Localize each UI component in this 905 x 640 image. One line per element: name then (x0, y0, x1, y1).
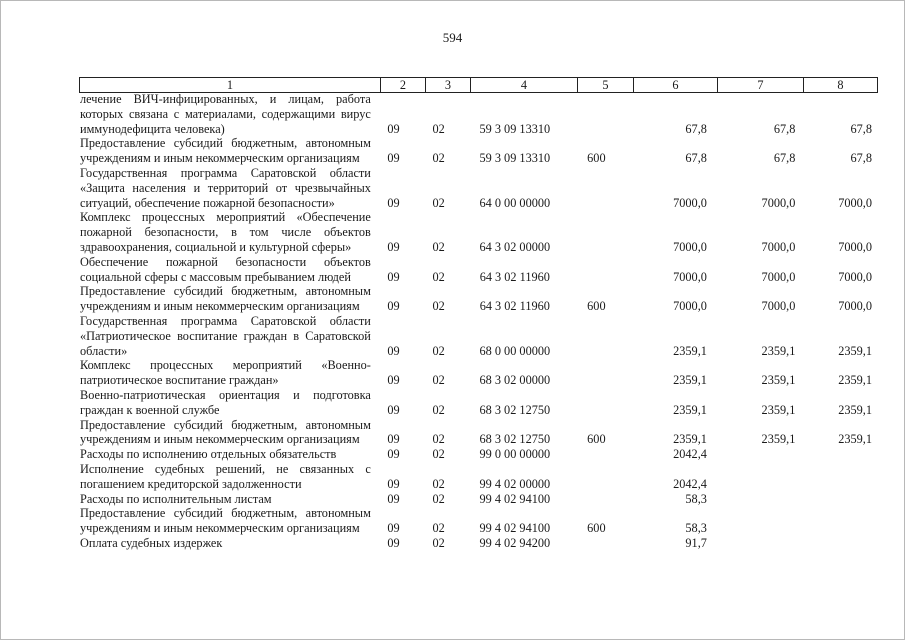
row-value-2: 7000,0 (761, 195, 796, 210)
row-subsection: 02 (432, 521, 445, 536)
row-section: 09 (387, 151, 400, 166)
row-target-code: 68 0 00 00000 (479, 343, 551, 358)
row-section: 09 (387, 447, 400, 462)
header-col-8: 8 (803, 78, 877, 92)
row-name: Государственная программа Саратовской области «Патриотическое воспитание граждан в Саратовской области» (80, 313, 371, 358)
row-value-1: 2359,1 (673, 373, 707, 388)
row-name: Предоставление субсидий бюджетным, автономным учреждениям и иным некоммерческим организациям (80, 284, 371, 314)
row-value-1: 2359,1 (673, 402, 707, 417)
row-value-1: 67,8 (685, 151, 707, 166)
row-value-3: 2359,1 (838, 432, 873, 447)
row-section: 09 (387, 299, 400, 314)
row-section: 09 (387, 195, 400, 210)
table-row (80, 358, 876, 388)
row-target-code: 59 3 09 13310 (479, 121, 551, 136)
row-section: 09 (387, 521, 400, 536)
row-section: 09 (387, 343, 400, 358)
row-section: 09 (387, 402, 400, 417)
row-value-1: 7000,0 (673, 195, 707, 210)
row-value-1: 7000,0 (673, 239, 707, 254)
page-number: 594 (442, 30, 463, 45)
row-value-3: 7000,0 (838, 299, 873, 314)
row-name: Исполнение судебных решений, не связанных с погашением кредиторской задолженности (80, 461, 371, 491)
row-subsection: 02 (432, 151, 445, 166)
row-subsection: 02 (432, 535, 445, 550)
row-value-3: 7000,0 (838, 269, 873, 284)
table-row (80, 284, 876, 314)
row-section: 09 (387, 491, 400, 506)
row-name: Предоставление субсидий бюджетным, автономным учреждениям и иным некоммерческим организациям (80, 136, 371, 166)
row-name: Комплекс процессных мероприятий «Обеспечение пожарной безопасности, в том числе объектов здравоохранения, социальной и культурной сферы» (80, 210, 371, 254)
row-name: Предоставление субсидий бюджетным, автономным учреждениям и иным некоммерческим организациям (80, 417, 371, 447)
row-value-3: 2359,1 (838, 343, 873, 358)
row-name: Расходы по исполнению отдельных обязательств (80, 447, 337, 462)
row-value-2: 67,8 (773, 121, 796, 136)
row-subsection: 02 (432, 121, 445, 136)
table-row (80, 255, 876, 285)
row-value-1: 58,3 (685, 491, 707, 506)
row-value-3: 2359,1 (838, 373, 873, 388)
row-expense-type: 600 (587, 432, 606, 447)
row-section: 09 (387, 373, 400, 388)
row-expense-type: 600 (587, 521, 606, 536)
row-name: Предоставление субсидий бюджетным, автономным учреждениям и иным некоммерческим организациям (80, 506, 371, 536)
header-col-7: 7 (717, 78, 803, 92)
row-value-2: 67,8 (773, 151, 796, 166)
header-col-6: 6 (633, 78, 717, 92)
row-subsection: 02 (432, 491, 445, 506)
row-section: 09 (387, 476, 400, 491)
table-row (80, 447, 876, 462)
table-row (80, 418, 876, 448)
row-name: лечение ВИЧ-инфицированных, и лицам, работа которых связана с материалами, содержащими вирус иммунодефицита человека) (80, 92, 371, 136)
row-name: Военно-патриотическая ориентация и подготовка граждан к военной службе (80, 387, 371, 417)
row-target-code: 99 4 02 00000 (479, 476, 551, 491)
row-value-2: 2359,1 (761, 432, 796, 447)
row-value-2: 2359,1 (761, 343, 796, 358)
row-value-1: 2359,1 (673, 343, 707, 358)
table-row (80, 314, 876, 358)
table-body (80, 92, 876, 551)
row-value-2: 7000,0 (761, 269, 796, 284)
row-subsection: 02 (432, 402, 445, 417)
row-subsection: 02 (432, 195, 445, 210)
row-target-code: 99 4 02 94200 (479, 535, 551, 550)
row-name: Оплата судебных издержек (80, 535, 223, 550)
row-subsection: 02 (432, 269, 445, 284)
row-name: Расходы по исполнительным листам (80, 491, 272, 506)
table-row (80, 210, 876, 254)
header-col-2: 2 (380, 78, 425, 92)
row-target-code: 68 3 02 12750 (479, 402, 551, 417)
row-section: 09 (387, 432, 400, 447)
row-value-1: 2042,4 (673, 476, 707, 491)
row-name: Обеспечение пожарной безопасности объектов социальной сферы с массовым пребыванием людей (80, 254, 371, 284)
row-value-2: 2359,1 (761, 373, 796, 388)
row-value-2: 7000,0 (761, 299, 796, 314)
table-row (80, 388, 876, 418)
row-value-2: 2359,1 (761, 402, 796, 417)
row-target-code: 64 0 00 00000 (479, 195, 551, 210)
row-target-code: 59 3 09 13310 (479, 151, 551, 166)
row-subsection: 02 (432, 343, 445, 358)
row-subsection: 02 (432, 239, 445, 254)
row-expense-type: 600 (587, 299, 606, 314)
table-row (80, 166, 876, 210)
table-row (80, 536, 876, 551)
row-subsection: 02 (432, 299, 445, 314)
row-target-code: 64 3 02 11960 (479, 269, 550, 284)
row-value-3: 7000,0 (838, 195, 873, 210)
row-subsection: 02 (432, 447, 445, 462)
row-target-code: 64 3 02 00000 (479, 239, 551, 254)
table-row (80, 492, 876, 507)
row-target-code: 68 3 02 00000 (479, 373, 551, 388)
table-header (79, 77, 878, 93)
row-value-3: 2359,1 (838, 402, 873, 417)
row-value-1: 2042,4 (673, 447, 707, 462)
row-value-3: 67,8 (850, 121, 873, 136)
row-value-1: 7000,0 (673, 269, 707, 284)
row-value-2: 7000,0 (761, 239, 796, 254)
table-row (80, 136, 876, 166)
row-value-1: 2359,1 (673, 432, 707, 447)
row-section: 09 (387, 535, 400, 550)
row-target-code: 68 3 02 12750 (479, 432, 551, 447)
row-expense-type: 600 (587, 151, 606, 166)
header-col-3: 3 (425, 78, 470, 92)
row-value-3: 7000,0 (838, 239, 873, 254)
row-name: Государственная программа Саратовской области «Защита населения и территорий от чрезвычайных ситуаций, обеспечение пожарной безопасности» (80, 165, 371, 210)
row-target-code: 99 4 02 94100 (479, 521, 551, 536)
row-section: 09 (387, 269, 400, 284)
row-value-1: 91,7 (685, 535, 707, 550)
row-value-3: 67,8 (850, 151, 873, 166)
row-subsection: 02 (432, 373, 445, 388)
row-value-1: 58,3 (685, 521, 707, 536)
header-col-4: 4 (470, 78, 577, 92)
row-section: 09 (387, 239, 400, 254)
row-subsection: 02 (432, 432, 445, 447)
row-name: Комплекс процессных мероприятий «Военно-патриотическое воспитание граждан» (80, 358, 371, 388)
table-row (80, 462, 876, 492)
row-section: 09 (387, 121, 400, 136)
row-value-1: 7000,0 (673, 299, 707, 314)
row-target-code: 64 3 02 11960 (479, 299, 550, 314)
header-col-5: 5 (577, 78, 633, 92)
row-subsection: 02 (432, 476, 445, 491)
header-col-1: 1 (226, 78, 234, 92)
table-row (80, 506, 876, 536)
table-row (80, 92, 876, 136)
row-target-code: 99 0 00 00000 (479, 447, 551, 462)
row-target-code: 99 4 02 94100 (479, 491, 551, 506)
row-value-1: 67,8 (685, 121, 707, 136)
